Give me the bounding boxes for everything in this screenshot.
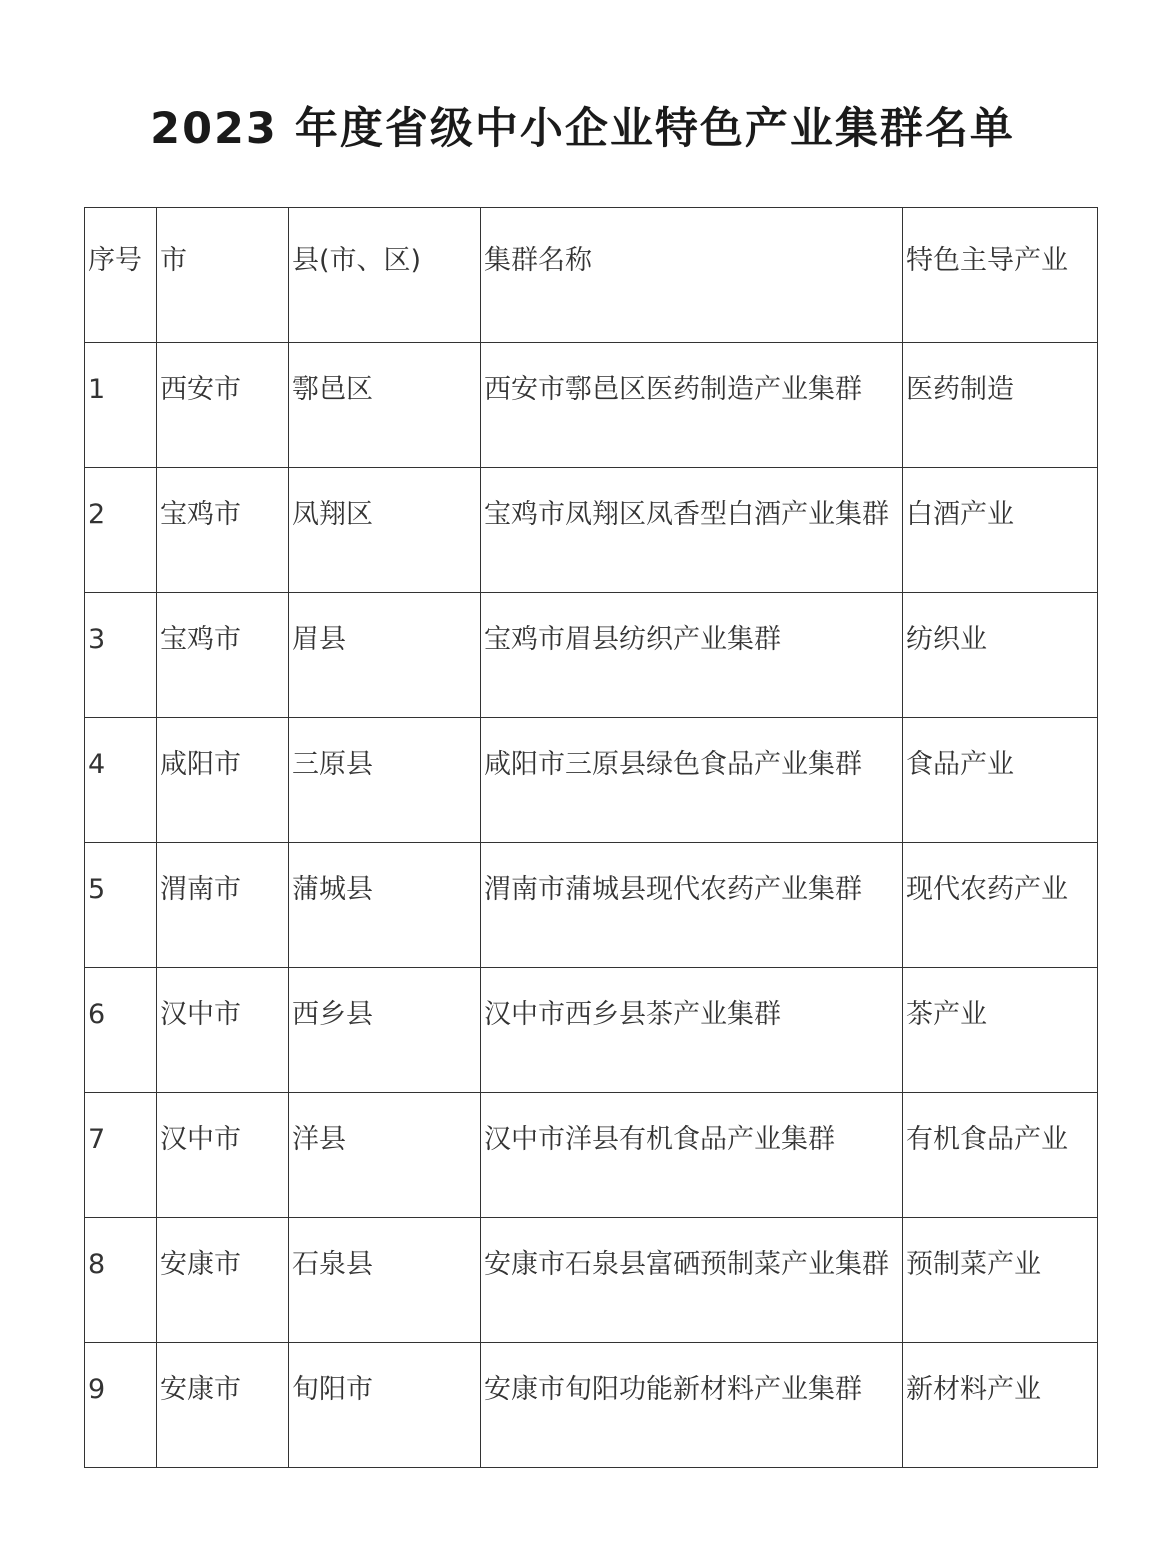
cluster-table — [84, 207, 1098, 1468]
table-row — [85, 593, 1098, 718]
cell-no: 4 — [85, 718, 157, 843]
cell-county: 三原县 — [289, 718, 481, 843]
table-row — [85, 468, 1098, 593]
cell-cluster-name: 宝鸡市眉县纺织产业集群 — [481, 593, 903, 718]
cell-city: 西安市 — [157, 343, 289, 468]
cell-no: 7 — [85, 1093, 157, 1218]
header-cluster-name: 集群名称 — [481, 208, 903, 343]
cell-cluster-name: 宝鸡市凤翔区凤香型白酒产业集群 — [481, 468, 903, 593]
cell-county: 洋县 — [289, 1093, 481, 1218]
cell-county: 蒲城县 — [289, 843, 481, 968]
cell-cluster-name: 汉中市洋县有机食品产业集群 — [481, 1093, 903, 1218]
cell-industry: 纺织业 — [903, 593, 1098, 718]
cell-cluster-name: 咸阳市三原县绿色食品产业集群 — [481, 718, 903, 843]
cell-no: 8 — [85, 1218, 157, 1343]
cell-city: 宝鸡市 — [157, 593, 289, 718]
cell-cluster-name: 西安市鄠邑区医药制造产业集群 — [481, 343, 903, 468]
header-city: 市 — [157, 208, 289, 343]
cell-cluster-name: 安康市石泉县富硒预制菜产业集群 — [481, 1218, 903, 1343]
cell-cluster-name: 安康市旬阳功能新材料产业集群 — [481, 1343, 903, 1468]
header-industry: 特色主导产业 — [903, 208, 1098, 343]
cell-industry: 白酒产业 — [903, 468, 1098, 593]
cell-county: 凤翔区 — [289, 468, 481, 593]
page-title: 2023 年度省级中小企业特色产业集群名单 — [150, 103, 1015, 154]
cell-industry: 新材料产业 — [903, 1343, 1098, 1468]
cell-industry: 现代农药产业 — [903, 843, 1098, 968]
cell-industry: 茶产业 — [903, 968, 1098, 1093]
cell-city: 咸阳市 — [157, 718, 289, 843]
cell-county: 眉县 — [289, 593, 481, 718]
cell-no: 3 — [85, 593, 157, 718]
cell-industry: 食品产业 — [903, 718, 1098, 843]
header-no: 序号 — [85, 208, 157, 343]
cell-no: 1 — [85, 343, 157, 468]
cell-cluster-name: 渭南市蒲城县现代农药产业集群 — [481, 843, 903, 968]
cell-county: 石泉县 — [289, 1218, 481, 1343]
cell-no: 9 — [85, 1343, 157, 1468]
table-row — [85, 718, 1098, 843]
table-row — [85, 1343, 1098, 1468]
cell-city: 宝鸡市 — [157, 468, 289, 593]
cell-county: 旬阳市 — [289, 1343, 481, 1468]
cell-industry: 医药制造 — [903, 343, 1098, 468]
cell-no: 2 — [85, 468, 157, 593]
table-row — [85, 343, 1098, 468]
table-row — [85, 1218, 1098, 1343]
cell-no: 5 — [85, 843, 157, 968]
cell-county: 西乡县 — [289, 968, 481, 1093]
cell-no: 6 — [85, 968, 157, 1093]
cell-industry: 预制菜产业 — [903, 1218, 1098, 1343]
cell-city: 渭南市 — [157, 843, 289, 968]
cell-county: 鄠邑区 — [289, 343, 481, 468]
header-county: 县(市、区) — [289, 208, 481, 343]
cell-city: 安康市 — [157, 1218, 289, 1343]
cell-cluster-name: 汉中市西乡县茶产业集群 — [481, 968, 903, 1093]
cell-city: 安康市 — [157, 1343, 289, 1468]
cell-industry: 有机食品产业 — [903, 1093, 1098, 1218]
table-row — [85, 843, 1098, 968]
table-header-row — [85, 208, 1098, 343]
table-row — [85, 1093, 1098, 1218]
cell-city: 汉中市 — [157, 1093, 289, 1218]
cell-city: 汉中市 — [157, 968, 289, 1093]
table-row — [85, 968, 1098, 1093]
